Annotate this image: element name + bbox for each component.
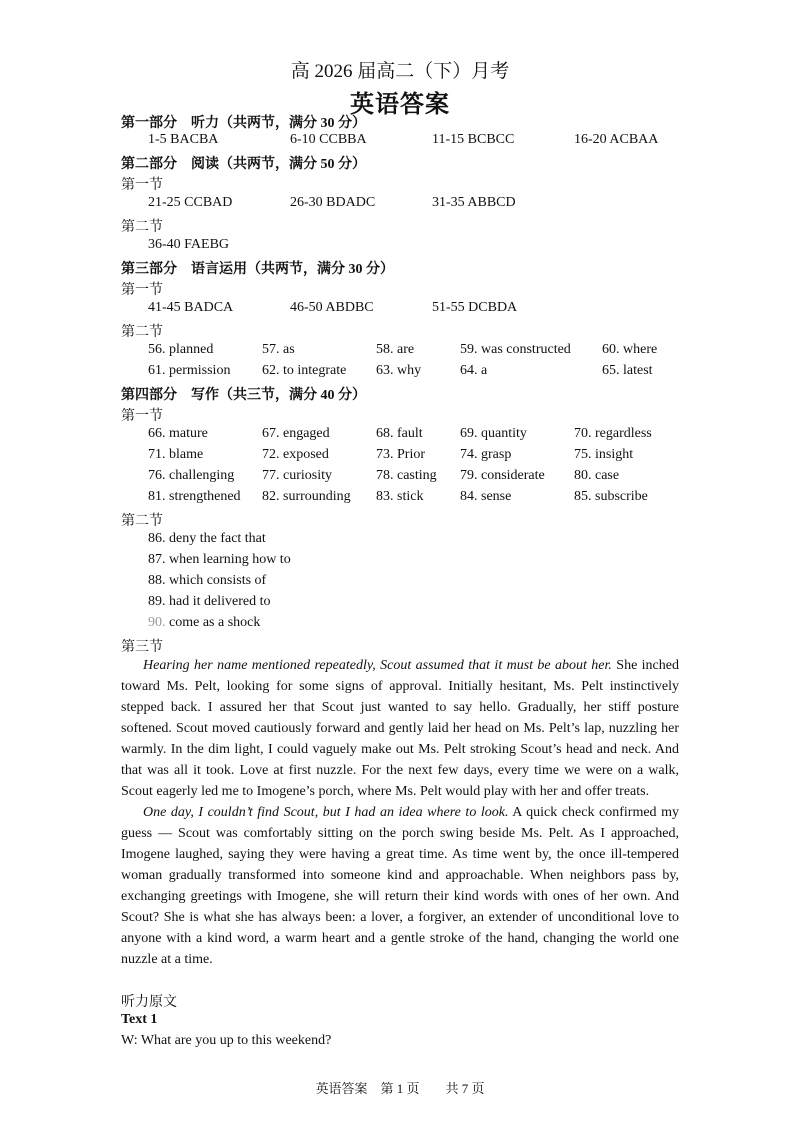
paragraph-opening-sentence: Hearing her name mentioned repeatedly, Scout assumed that it must be about her.	[143, 658, 612, 673]
part4-section3-label: 第三节	[121, 640, 163, 655]
answer-item: 59. was constructed	[460, 342, 571, 357]
part1-answer-row	[0, 132, 800, 150]
answer-item: 82. surrounding	[262, 489, 351, 504]
answer-group: 1-5 BACBA	[148, 132, 219, 147]
answer-item: 60. where	[602, 342, 658, 357]
part2-section1-label: 第一节	[121, 178, 163, 193]
answer-item: 83. stick	[376, 489, 424, 504]
part3-section2-row-2	[0, 363, 800, 381]
part3-section2-label: 第二节	[121, 325, 163, 340]
paragraph-body: She inched toward Ms. Pelt, looking for some signs of approval. Initially hesitant, Ms. Pelt instinctively stepped back. I assured her that Scout just wanted to say hello. Gradually, her stiff posture softened. Scout moved cautiously forward and gently laid her head on Ms. Pelt’s lap, nuzzling her warmly. In the dim light, I could vaguely make out Ms. Pelt stroking Scout’s head and neck. And that was all it took. Love at first nuzzle. For the next few days, every time we were on a walk, Scout eagerly led me to Imogene’s porch, where Ms. Pelt would play with her and offer treats.	[121, 658, 679, 799]
answer-item: 63. why	[376, 363, 422, 378]
answer-group: 11-15 BCBCC	[432, 132, 515, 147]
answer-item: 81. strengthened	[148, 489, 241, 504]
part2-section1-answer-row	[0, 195, 800, 213]
answer-item: 69. quantity	[460, 426, 527, 441]
answer-group: 31-35 ABBCD	[432, 195, 516, 210]
answer-item: 78. casting	[376, 468, 437, 483]
answer-group: 46-50 ABDBC	[290, 300, 374, 315]
phrase-item: 88. which consists of	[148, 573, 267, 588]
dialogue-line: W: What are you up to this weekend?	[121, 1033, 332, 1048]
part3-heading: 第三部分 语言运用（共两节，满分 30 分）	[121, 262, 394, 277]
continuation-paragraph-1	[121, 655, 679, 802]
answer-item: 71. blame	[148, 447, 204, 462]
answer-group: 21-25 CCBAD	[148, 195, 233, 210]
answer-item: 64. a	[460, 363, 488, 378]
phrase-item: 86. deny the fact that	[148, 531, 266, 546]
phrase-item: 89. had it delivered to	[148, 594, 271, 609]
answer-item: 58. are	[376, 342, 415, 357]
answer-item: 70. regardless	[574, 426, 652, 441]
answer-item: 62. to integrate	[262, 363, 347, 378]
part1-heading: 第一部分 听力（共两节，满分 30 分）	[121, 116, 366, 131]
answer-group: 36-40 FAEBG	[148, 237, 230, 252]
answer-title: 英语答案	[350, 92, 450, 118]
part4-section2-label: 第二节	[121, 514, 163, 529]
answer-item: 56. planned	[148, 342, 214, 357]
part4-section1-row-1	[0, 426, 800, 444]
part4-section1-row-2	[0, 447, 800, 465]
exam-title: 高 2026 届高二（下）月考	[290, 61, 510, 82]
answer-item: 57. as	[262, 342, 295, 357]
answer-item: 67. engaged	[262, 426, 330, 441]
answer-item: 76. challenging	[148, 468, 235, 483]
part4-section1-label: 第一节	[121, 409, 163, 424]
continuation-paragraph-2	[121, 802, 679, 970]
answer-item: 79. considerate	[460, 468, 545, 483]
answer-item: 66. mature	[148, 426, 208, 441]
answer-item: 65. latest	[602, 363, 653, 378]
part2-section2-label: 第二节	[121, 220, 163, 235]
answer-group: 26-30 BDADC	[290, 195, 376, 210]
part4-heading: 第四部分 写作（共三节，满分 40 分）	[121, 388, 366, 403]
paragraph-opening-sentence: One day, I couldn’t find Scout, but I had an idea where to look.	[143, 805, 509, 820]
text1-label: Text 1	[121, 1012, 158, 1027]
answer-group: 6-10 CCBBA	[290, 132, 367, 147]
part3-section1-label: 第一节	[121, 283, 163, 298]
page-footer: 英语答案 第 1 页 共 7 页	[315, 1081, 485, 1096]
answer-item: 61. permission	[148, 363, 231, 378]
answer-item: 75. insight	[574, 447, 634, 462]
answer-item: 72. exposed	[262, 447, 329, 462]
part3-section1-answer-row	[0, 300, 800, 318]
part4-section1-row-4	[0, 489, 800, 507]
part2-section2-answer-row	[0, 237, 800, 255]
answer-item: 68. fault	[376, 426, 423, 441]
part2-heading: 第二部分 阅读（共两节，满分 50 分）	[121, 157, 366, 172]
answer-item: 73. Prior	[376, 447, 425, 462]
answer-group: 51-55 DCBDA	[432, 300, 518, 315]
answer-item: 80. case	[574, 468, 620, 483]
phrase-item-number: 90.	[148, 615, 166, 630]
part3-section2-row-1	[0, 342, 800, 360]
answer-group: 16-20 ACBAA	[574, 132, 659, 147]
answer-item: 85. subscribe	[574, 489, 648, 504]
answer-item: 74. grasp	[460, 447, 512, 462]
listening-transcript-heading: 听力原文	[121, 995, 177, 1010]
answer-item: 77. curiosity	[262, 468, 332, 483]
part4-section1-row-3	[0, 468, 800, 486]
paragraph-body: A quick check confirmed my guess — Scout was comfortably sitting on the porch swing beside Ms. Pelt. As I approached, Imogene laughed, saying they were having a great time. As time went by, the once ill-tempered woman gradually transformed into someone kind and approachable. When neighbors pass by, exchanging greetings with Imogene, she will return their kind words with ones of her own. And Scout? She is what she has always been: a lover, a forgiver, an extender of unconditional love to anyone with a kind word, a warm heart and a gentle stroke of the hand, changing the world one nuzzle at a time.	[121, 805, 679, 967]
answer-item: 84. sense	[460, 489, 512, 504]
phrase-item-text: come as a shock	[169, 615, 261, 630]
phrase-item: 87. when learning how to	[148, 552, 291, 567]
phrase-item	[148, 615, 260, 631]
answer-group: 41-45 BADCA	[148, 300, 234, 315]
